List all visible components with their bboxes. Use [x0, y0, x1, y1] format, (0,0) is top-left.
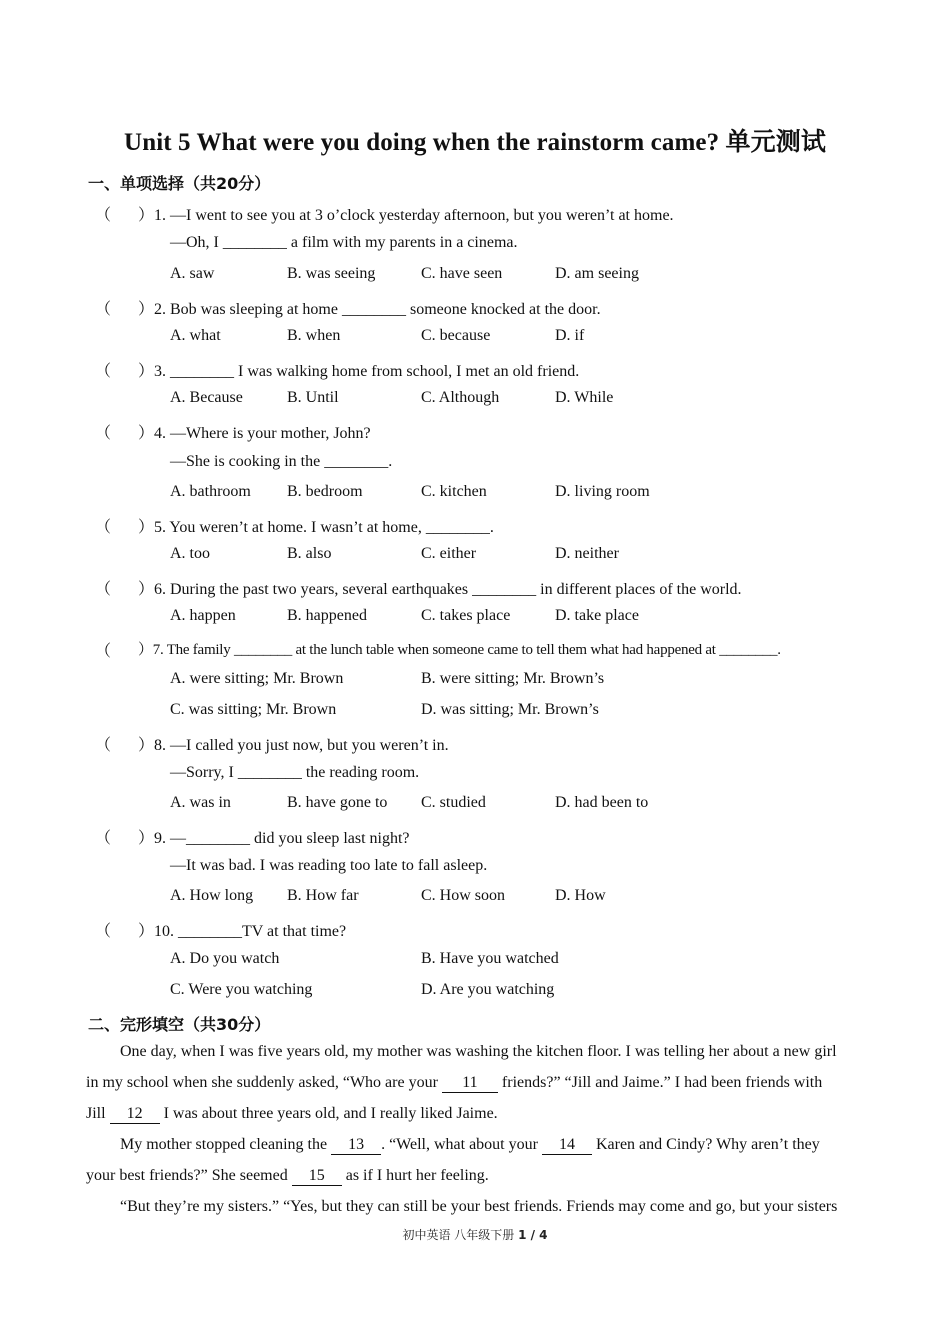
answer-paren: （ [95, 519, 112, 536]
page-number: 1 / 4 [518, 1228, 548, 1242]
option: D. How [555, 887, 606, 904]
option: A. what [170, 327, 221, 344]
question-stem: ）7. The family ________ at the lunch table when someone came to tell them what had happened at ________. [138, 642, 781, 658]
passage-line: One day, when I was five years old, my mother was washing the kitchen floor. I was telling her about a new girl [120, 1043, 837, 1060]
option: B. when [287, 327, 341, 344]
option: D. neither [555, 545, 619, 562]
option: B. Until [287, 389, 339, 406]
answer-paren: （ [95, 643, 112, 660]
question-sub: —Oh, I ________ a film with my parents in a cinema. [170, 234, 518, 251]
option: B. How far [287, 887, 359, 904]
option: B. also [287, 545, 332, 562]
answer-paren: （ [95, 425, 112, 442]
question-stem: ）6. During the past two years, several earthquakes ________ in different places of the world. [138, 581, 742, 598]
option: C. either [421, 545, 477, 562]
question-stem: ）1. —I went to see you at 3 o’clock yesterday afternoon, but you weren’t at home. [138, 207, 674, 224]
option: A. bathroom [170, 483, 251, 500]
passage-line: in my school when she suddenly asked, “Who are your 11 friends?” “Jill and Jaime.” I had been friends with [86, 1074, 823, 1091]
option: D. living room [555, 483, 650, 500]
option: D. was sitting; Mr. Brown’s [421, 701, 599, 718]
option: C. studied [421, 794, 486, 811]
option: C. because [421, 327, 491, 344]
answer-paren: （ [95, 363, 112, 380]
option: C. How soon [421, 887, 506, 904]
answer-paren: （ [95, 581, 112, 598]
cloze-blank: 15 [292, 1167, 342, 1186]
option: C. have seen [421, 265, 503, 282]
option: A. happen [170, 607, 236, 624]
passage-line: Jill 12 I was about three years old, and I really liked Jaime. [86, 1105, 498, 1122]
option: A. too [170, 545, 210, 562]
option: D. While [555, 389, 614, 406]
option: B. Have you watched [421, 950, 559, 967]
option: A. Do you watch [170, 950, 280, 967]
cloze-blank: 13 [331, 1136, 381, 1155]
passage-line: “But they’re my sisters.” “Yes, but they can still be your best friends. Friends may come and go, but your sisters [120, 1198, 838, 1215]
passage-line: your best friends?” She seemed 15 as if I hurt her feeling. [86, 1167, 489, 1184]
option: A. saw [170, 265, 215, 282]
question-sub: —It was bad. I was reading too late to fall asleep. [170, 857, 488, 874]
option: C. was sitting; Mr. Brown [170, 701, 337, 718]
option: A. Because [170, 389, 243, 406]
page-title: Unit 5 What were you doing when the rainstorm came? 单元测试 [124, 129, 826, 156]
question-stem: ）2. Bob was sleeping at home ________ someone knocked at the door. [138, 301, 601, 318]
section-heading-1: 一、单项选择（共20分） [88, 174, 271, 193]
answer-paren: （ [95, 301, 112, 318]
option: C. Although [421, 389, 500, 406]
answer-paren: （ [95, 830, 112, 847]
option: B. happened [287, 607, 367, 624]
answer-paren: （ [95, 737, 112, 754]
question-stem: ）5. You weren’t at home. I wasn’t at home, ________. [138, 519, 494, 536]
passage-line: My mother stopped cleaning the 13 . “Well, what about your 14 Karen and Cindy? Why aren’t they [120, 1136, 820, 1153]
option: B. bedroom [287, 483, 363, 500]
question-sub: —She is cooking in the ________. [170, 453, 393, 470]
question-sub: —Sorry, I ________ the reading room. [170, 764, 420, 781]
option: B. have gone to [287, 794, 388, 811]
cloze-blank: 14 [542, 1136, 592, 1155]
option: C. takes place [421, 607, 511, 624]
question-stem: ）4. —Where is your mother, John? [138, 425, 371, 442]
section-heading-2: 二、完形填空（共30分） [88, 1015, 271, 1034]
question-stem: ）3. ________ I was walking home from school, I met an old friend. [138, 363, 580, 380]
option: D. am seeing [555, 265, 639, 282]
question-stem: ）10. ________TV at that time? [138, 923, 347, 940]
answer-paren: （ [95, 923, 112, 940]
option: A. were sitting; Mr. Brown [170, 670, 344, 687]
option: A. was in [170, 794, 231, 811]
footer-text: 初中英语 八年级下册 [402, 1228, 519, 1242]
page-footer [0, 1226, 950, 1243]
option: D. had been to [555, 794, 649, 811]
cloze-blank: 11 [442, 1074, 498, 1093]
option: C. kitchen [421, 483, 487, 500]
option: D. if [555, 327, 585, 344]
question-stem: ）8. —I called you just now, but you weren’t in. [138, 737, 449, 754]
option: B. was seeing [287, 265, 376, 282]
option: B. were sitting; Mr. Brown’s [421, 670, 605, 687]
option: C. Were you watching [170, 981, 313, 998]
cloze-blank: 12 [110, 1105, 160, 1124]
option: D. take place [555, 607, 639, 624]
option: A. How long [170, 887, 254, 904]
question-stem: ）9. —________ did you sleep last night? [138, 830, 410, 847]
option: D. Are you watching [421, 981, 555, 998]
answer-paren: （ [95, 207, 112, 224]
